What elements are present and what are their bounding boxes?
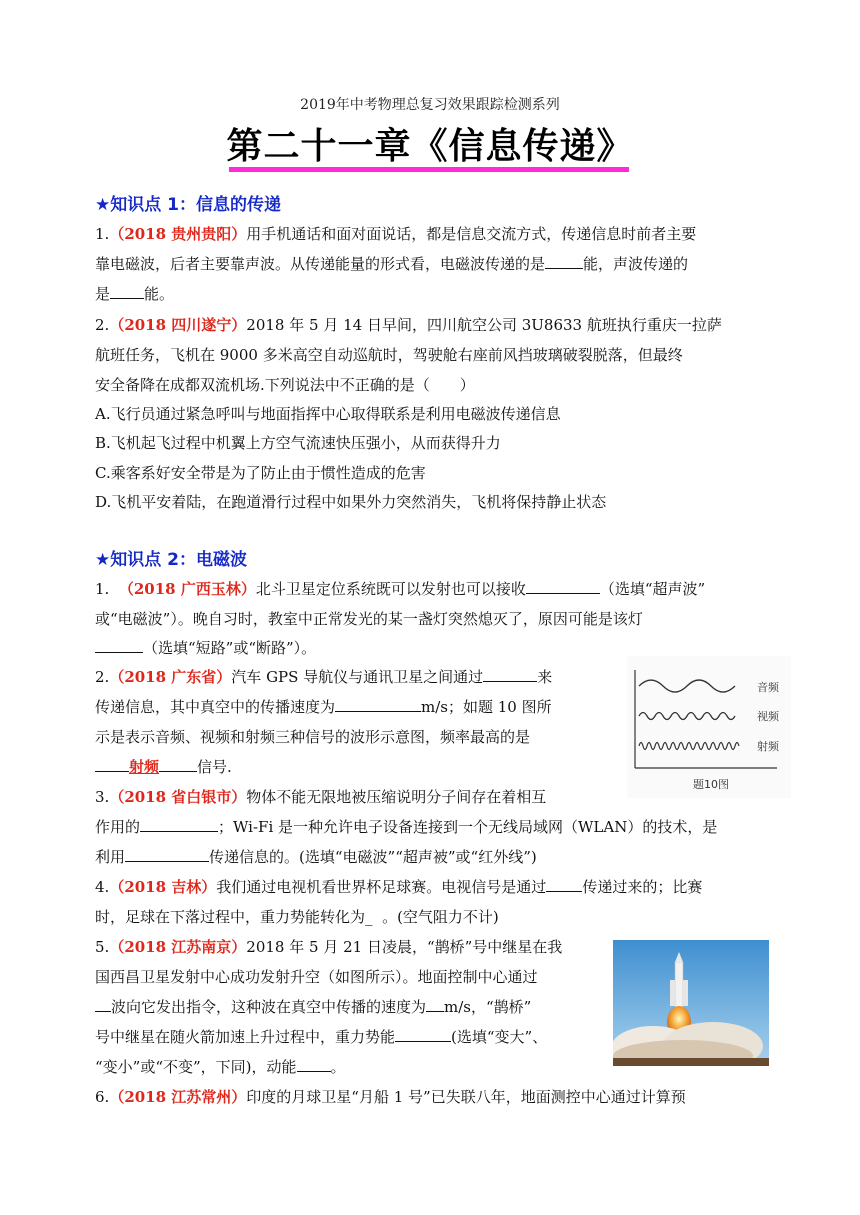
- waveform-diagram: [627, 656, 791, 798]
- question-text: 传递信息，其中真空中的传播速度为: [95, 698, 336, 716]
- rf-wave: [639, 743, 739, 750]
- question-number: 5.: [95, 938, 110, 956]
- question-number: 2.: [95, 316, 110, 334]
- answer-blank: [335, 697, 421, 712]
- s2-q5-line5: [95, 1056, 346, 1077]
- title-underline: [229, 167, 629, 172]
- s2-q5-line4: [95, 1026, 547, 1047]
- question-text: 能。: [144, 285, 175, 303]
- s2-q3-line3: [95, 846, 537, 867]
- waveform-figure: [627, 656, 791, 798]
- s2-q1-line1: [95, 578, 705, 599]
- question-text: 汽车 GPS 导航仪与通讯卫星之间通过: [231, 668, 484, 686]
- question-source: （2018 广西玉林）: [118, 580, 256, 598]
- s2-q2-line3: 示是表示音频、视频和射频三种信号的波形示意图，频率最高的是: [95, 728, 531, 746]
- s1-q2-line2: 航班任务，飞机在 9000 多米高空自动巡航时，驾驶舱右座前风挡玻璃破裂脱落，但最终: [95, 346, 683, 364]
- video-wave: [639, 713, 735, 720]
- video-label: 视频: [757, 710, 779, 723]
- question-text: (选填“变大”、: [451, 1028, 548, 1046]
- rocket-body: [675, 962, 683, 1008]
- s2-q3-line1: [95, 786, 546, 807]
- page-title: 第二十一章《信息传递》: [226, 126, 634, 167]
- question-text: 作用的: [95, 818, 141, 836]
- question-source: （2018 江苏常州）: [109, 1088, 247, 1106]
- question-text: 印度的月球卫星“月船 1 号”已失联八年，地面测控中心通过计算预: [246, 1088, 686, 1106]
- question-number: 6.: [95, 1088, 110, 1106]
- question-text: 物体不能无限地被压缩说明分子间存在着相互: [246, 788, 547, 806]
- question-text: 信号.: [197, 758, 232, 776]
- s1-q1-line3: [95, 283, 174, 304]
- answer-blank: [426, 997, 444, 1012]
- s2-q5-line3: [95, 996, 531, 1017]
- audio-wave: [639, 680, 735, 692]
- question-text: 波向它发出指令，这种波在真空中传播的速度为: [111, 998, 427, 1016]
- s2-q6-line1: [95, 1086, 686, 1107]
- option-d: D.飞机平安着陆，在跑道滑行过程中如果外力突然消失，飞机将保持静止状态: [95, 493, 607, 511]
- question-source: （2018 江苏南京）: [109, 938, 247, 956]
- question-text: 传递过来的；比赛: [582, 878, 703, 896]
- s2-q1-line3: [95, 637, 316, 658]
- option-b: B.飞机起飞过程中机翼上方空气流速快压强小，从而获得升力: [95, 434, 501, 452]
- question-text: （选填“短路”或“断路”）。: [143, 639, 317, 657]
- question-number: 4.: [95, 878, 110, 896]
- s1-q1-line1: [95, 223, 696, 244]
- question-text: 我们通过电视机看世界杯足球赛。电视信号是通过: [216, 878, 547, 896]
- question-source: （2018 贵州贵阳）: [109, 225, 247, 243]
- question-text: 来: [537, 668, 553, 686]
- question-text: “变小”或“不变”，下同)，动能: [95, 1058, 297, 1076]
- question-text: 北斗卫星定位系统既可以发射也可以接收: [255, 580, 526, 598]
- rocket-booster-left: [670, 980, 675, 1006]
- answer-blank: [95, 757, 129, 772]
- question-text: 传递信息的。(选填“电磁波”“超声被”或“红外线”): [209, 848, 537, 866]
- question-text: 2018 年 5 月 21 日凌晨，“鹊桥”号中继星在我: [246, 938, 563, 956]
- option-c: C.乘客系好安全带是为了防止由于惯性造成的危害: [95, 464, 426, 482]
- question-text: ；Wi-Fi 是一种允许电子设备连接到一个无线局域网（WLAN）的技术，是: [218, 818, 718, 836]
- question-text: 能，声波传递的: [583, 255, 689, 273]
- question-number: 3.: [95, 788, 110, 806]
- s2-q3-line2: [95, 816, 717, 837]
- question-text: 时，足球在下落过程中，重力势能转化为_: [95, 908, 373, 926]
- s2-q5-line2: 国西昌卫星发射中心成功发射升空（如图所示）。地面控制中心通过: [95, 968, 538, 986]
- section-heading-1: ★知识点 1：信息的传递: [95, 195, 281, 215]
- rocket-launch-image: [613, 940, 769, 1066]
- s1-q1-line2: [95, 253, 688, 274]
- ground: [613, 1058, 769, 1066]
- option-a: A.飞行员通过紧急呼叫与地面指挥中心取得联系是利用电磁波传递信息: [95, 405, 561, 423]
- question-text: 。: [330, 1058, 346, 1076]
- answer-blank: [546, 877, 582, 892]
- audio-label: 音频: [757, 681, 779, 694]
- question-text: 靠电磁波，后者主要靠声波。从传递能量的形式看，电磁波传递的是: [95, 255, 546, 273]
- answer-blank: [110, 284, 144, 299]
- question-text: 。(空气阻力不计): [382, 908, 499, 926]
- s2-q5-line1: [95, 936, 562, 957]
- question-number: 1.: [95, 225, 110, 243]
- s2-q4-line1: [95, 876, 702, 897]
- s1-q2-line1: [95, 314, 722, 335]
- question-text: 号中继星在随火箭加速上升过程中，重力势能: [95, 1028, 396, 1046]
- answer-blank: [125, 847, 209, 862]
- answer-blank: [526, 579, 600, 594]
- rf-label: 射频: [757, 740, 779, 753]
- s2-q1-line2: 或“电磁波”）。晚自习时，教室中正常发光的某一盏灯突然熄灭了，原因可能是该灯: [95, 610, 643, 628]
- question-text: m/s；如题 10 图所: [421, 698, 552, 716]
- s2-q4-line2: [95, 906, 499, 927]
- rocket-booster-right: [683, 980, 688, 1006]
- question-text: （选填“超声波”: [599, 580, 706, 598]
- question-source: （2018 省白银市）: [109, 788, 247, 806]
- answer-blank: [159, 757, 197, 772]
- answer-blank: [545, 254, 583, 269]
- question-text: 是: [95, 285, 111, 303]
- rocket-launch-photo: [613, 940, 769, 1066]
- question-source: （2018 四川遂宁）: [109, 316, 247, 334]
- s2-q2-line1: [95, 666, 552, 687]
- question-source: （2018 广东省）: [109, 668, 232, 686]
- s2-q2-line2: [95, 696, 552, 717]
- s2-q2-line4: [95, 756, 232, 777]
- answer-blank: [95, 638, 143, 653]
- section-heading-2: ★知识点 2：电磁波: [95, 550, 247, 570]
- answer-blank: [140, 817, 218, 832]
- series-title: 2019年中考物理总复习效果跟踪检测系列: [300, 97, 560, 113]
- question-number: 1.: [95, 580, 110, 598]
- answer-blank: [483, 667, 537, 682]
- s1-q2-line3: 安全备降在成都双流机场.下列说法中不正确的是（ ）: [95, 376, 475, 394]
- question-text: 2018 年 5 月 14 日早间，四川航空公司 3U8633 航班执行重庆一拉萨: [246, 316, 722, 334]
- question-text: m/s，“鹊桥”: [444, 998, 532, 1016]
- question-text: 用手机通话和面对面说话，都是信息交流方式，传递信息时前者主要: [246, 225, 697, 243]
- question-number: 2.: [95, 668, 110, 686]
- figure-caption: 题10图: [693, 778, 729, 791]
- answer-blank: [95, 997, 111, 1012]
- question-source: （2018 吉林）: [109, 878, 217, 896]
- filled-answer: 射频: [129, 758, 160, 776]
- answer-blank: [395, 1027, 451, 1042]
- question-text: 利用: [95, 848, 126, 866]
- answer-blank: [297, 1057, 331, 1072]
